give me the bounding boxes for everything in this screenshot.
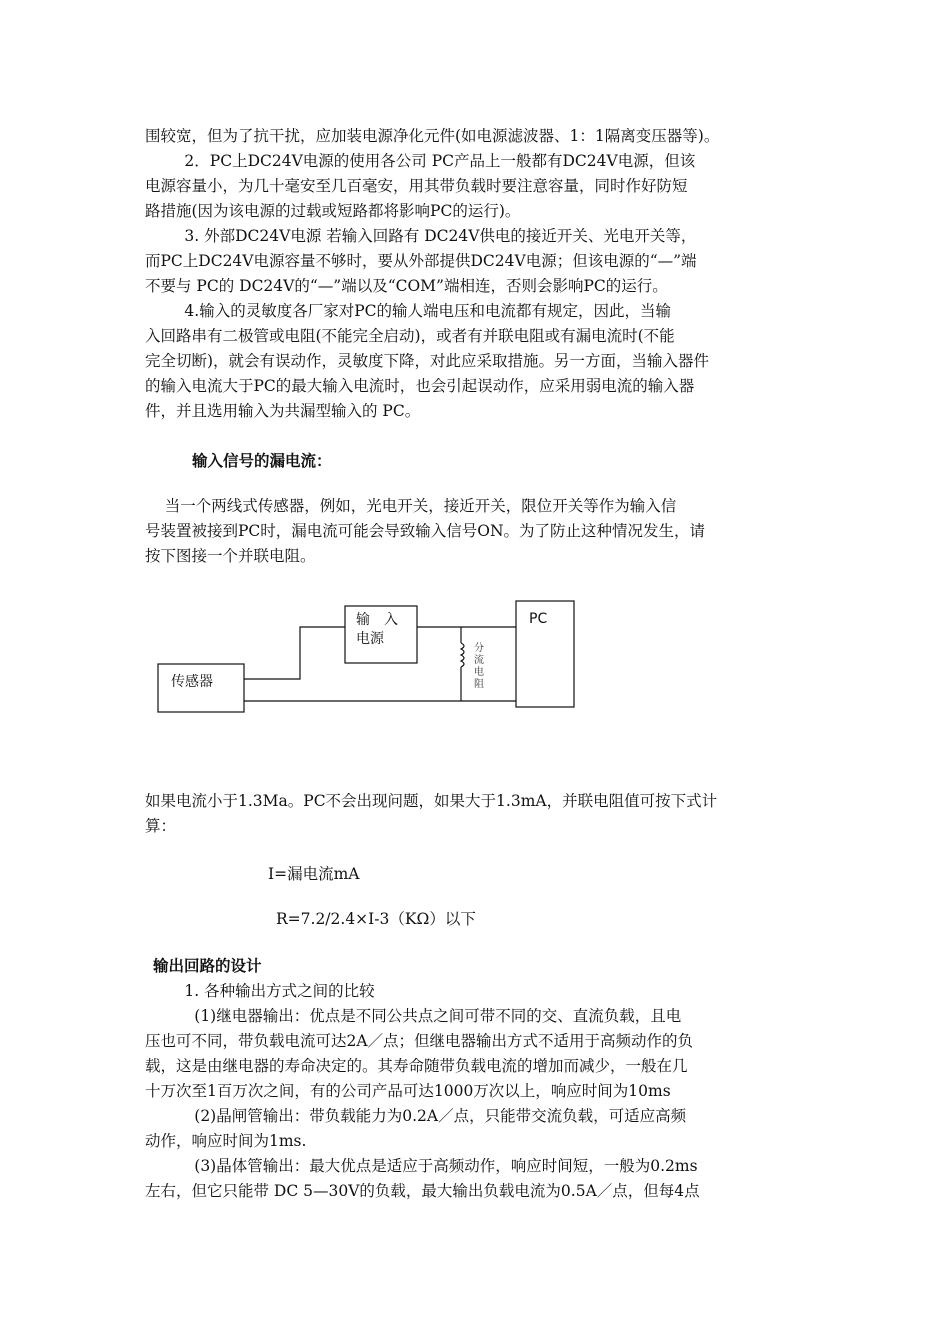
text-line: 电源容量小，为几十毫安至几百毫安，用其带负载时要注意容量，同时作好防短 bbox=[145, 177, 688, 195]
shunt-coil bbox=[461, 643, 464, 667]
text-line: 不要与 PC的 DC24V的“—”端以及“COM”端相连，否则会影响PC的运行。 bbox=[145, 277, 668, 295]
text-line: 算： bbox=[145, 817, 177, 835]
sensor-label: 传感器 bbox=[171, 674, 213, 690]
shunt-label-char: 分 bbox=[474, 643, 484, 654]
power-label-line2: 电源 bbox=[356, 631, 384, 647]
section-heading: 输出回路的设计 bbox=[153, 957, 262, 975]
text-line: 1. 各种输出方式之间的比较 bbox=[145, 982, 375, 1000]
text-line: (2)晶闸管输出：带负载能力为0.2A／点，只能带交流负载，可适应高频 bbox=[145, 1107, 687, 1125]
text-line: 完全切断)，就会有误动作，灵敏度下降，对此应采取措施。另一方面，当输入器件 bbox=[145, 352, 710, 370]
pc-label: PC bbox=[529, 611, 548, 627]
text-line: 动作，响应时间为1ms. bbox=[145, 1132, 307, 1150]
shunt-label-char: 流 bbox=[474, 655, 484, 666]
text-line: 当一个两线式传感器，例如，光电开关，接近开关，限位开关等作为输入信 bbox=[145, 497, 677, 515]
shunt-label-char: 阻 bbox=[474, 679, 484, 690]
circuit-diagram bbox=[150, 595, 580, 720]
text-line: 的输入电流大于PC的最大输入电流时，也会引起误动作，应采用弱电流的输入器 bbox=[145, 377, 695, 395]
formula-resistance: R=7.2/2.4×I-3（KΩ）以下 bbox=[276, 910, 476, 928]
text-line: 3. 外部DC24V电源 若输入回路有 DC24V供电的接近开关、光电开关等， bbox=[145, 227, 697, 245]
section-heading: 输入信号的漏电流： bbox=[192, 452, 332, 470]
text-line: 载，这是由继电器的寿命决定的。其寿命随带负载电流的增加而减少，一般在几 bbox=[145, 1057, 688, 1075]
power-label-line1: 输 入 bbox=[356, 612, 398, 628]
text-line: (3)晶体管输出：最大优点是适应于高频动作，响应时间短，一般为0.2ms bbox=[145, 1157, 698, 1175]
text-line: 压也可不同，带负载电流可达2A／点；但继电器输出方式不适用于高频动作的负 bbox=[145, 1032, 694, 1050]
text-line: 路措施(因为该电源的过载或短路都将影响PC的运行)。 bbox=[145, 202, 521, 220]
text-line: 入回路串有二极管或电阻(不能完全启动)，或者有并联电阻或有漏电流时(不能 bbox=[145, 327, 675, 345]
text-line: 十万次至1百万次之间，有的公司产品可达1000万次以上，响应时间为10ms bbox=[145, 1082, 671, 1100]
text-line: 号装置被接到PC时，漏电流可能会导致输入信号ON。为了防止这种情况发生，请 bbox=[145, 522, 706, 540]
text-line: 围较宽，但为了抗干扰，应加装电源净化元件(如电源滤波器、1：1隔离变压器等)。 bbox=[145, 127, 720, 145]
text-line: (1)继电器输出：优点是不同公共点之间可带不同的交、直流负载，且电 bbox=[145, 1007, 682, 1025]
text-line: 而PC上DC24V电源容量不够时，要从外部提供DC24V电源；但该电源的“—”端 bbox=[145, 252, 697, 270]
text-line: 件，并且选用输入为共漏型输入的 PC。 bbox=[145, 402, 421, 420]
text-line: 2．PC上DC24V电源的使用各公司 PC产品上一般都有DC24V电源，但该 bbox=[145, 152, 696, 170]
text-line: 左右，但它只能带 DC 5—30V的负载，最大输出负载电流为0.5A／点，但每4点 bbox=[145, 1182, 700, 1200]
text-line: 4.输入的灵敏度各厂家对PC的输人端电压和电流都有规定，因此，当输 bbox=[145, 302, 671, 320]
shunt-label-char: 电 bbox=[474, 667, 484, 678]
text-line: 按下图接一个并联电阻。 bbox=[145, 547, 316, 565]
formula-current: I=漏电流mA bbox=[268, 865, 360, 883]
text-line: 如果电流小于1.3Ma。PC不会出现问题，如果大于1.3mA，并联电阻值可按下式计 bbox=[145, 792, 718, 810]
wire-sensor-to-power bbox=[244, 627, 345, 679]
